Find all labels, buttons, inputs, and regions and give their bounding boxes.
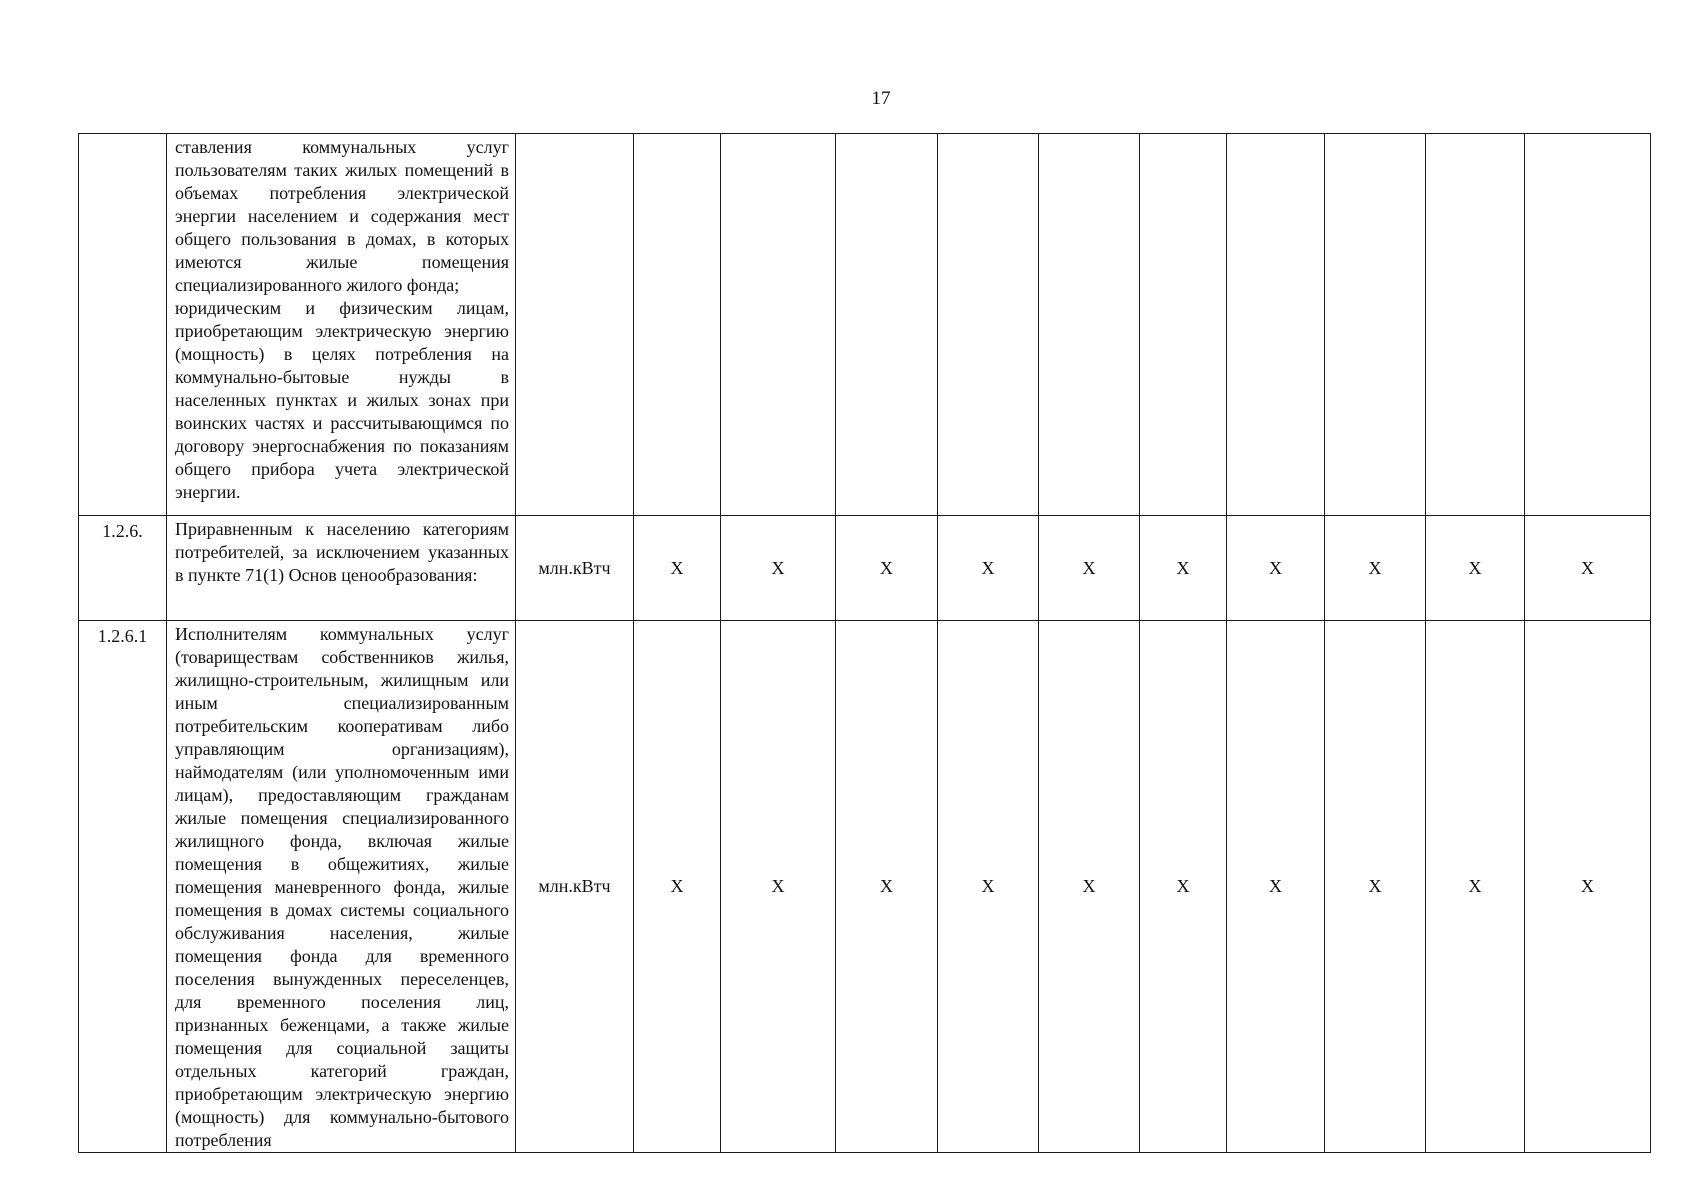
- value-cell: X: [938, 516, 1039, 621]
- value-cell: X: [836, 621, 938, 1153]
- value-cell: X: [1227, 516, 1325, 621]
- table-row: [79, 621, 1651, 1153]
- value-cell: [1325, 134, 1426, 516]
- table-row: [79, 134, 1651, 516]
- value-cell: X: [1140, 621, 1227, 1153]
- value-cell: [1525, 134, 1651, 516]
- value-cell: X: [938, 621, 1039, 1153]
- description-paragraph: Приравненным к населению категориям потребителей, за исключением указанных в пункте 71(1) Основ ценообразования:: [175, 519, 509, 585]
- value-cell: [836, 134, 938, 516]
- value-cell: [1039, 134, 1140, 516]
- table-row: [79, 516, 1651, 621]
- value-cell: [634, 134, 721, 516]
- value-cell: [1140, 134, 1227, 516]
- unit-cell: [516, 134, 634, 516]
- row-number: 1.2.6.1: [79, 621, 167, 1153]
- row-description: [167, 621, 516, 1153]
- value-cell: [1426, 134, 1525, 516]
- value-cell: X: [1525, 621, 1651, 1153]
- value-cell: X: [1325, 516, 1426, 621]
- description-paragraph: юридическим и физическим лицам, приобретающим электрическую энергию (мощность) в целях потребления на коммунально-бытовые нужды в населенных пунктах и жилых зонах при воинских частях и рассчитывающимся по договору энергоснабжения по показаниям общего прибора учета электрической энергии.: [175, 298, 509, 502]
- page-number: 17: [871, 88, 891, 109]
- value-cell: X: [1039, 621, 1140, 1153]
- value-cell: X: [634, 516, 721, 621]
- row-description: [167, 134, 516, 516]
- value-cell: X: [1426, 516, 1525, 621]
- value-cell: X: [1325, 621, 1426, 1153]
- value-cell: X: [1039, 516, 1140, 621]
- description-paragraph: Исполнителям коммунальных услуг (товариществам собственников жилья, жилищно-строительным, жилищным или иным специализированным потребительским кооперативам либо управляющим организациям), наймодателям (или уполномоченным ими лицам), предоставляющим гражданам жилые помещения специализированного жилищного фонда, включая жилые помещения в общежитиях, жилые помещения маневренного фонда, жилые помещения в домах системы социального обслуживания населения, жилые помещения фонда для временного поселения вынужденных переселенцев, для временного поселения лиц, признанных беженцами, а также жилые помещения для социальной защиты отдельных категорий граждан, приобретающим электрическую энергию (мощность) для коммунально-бытового потребления: [175, 624, 509, 1150]
- row-description: [167, 516, 516, 621]
- row-number: [79, 134, 167, 516]
- unit-cell: млн.кВтч: [516, 516, 634, 621]
- value-cell: X: [1227, 621, 1325, 1153]
- description-paragraph: ставления коммунальных услуг пользователям таких жилых помещений в объемах потребления электрической энергии населением и содержания мест общего пользования в домах, в которых имеются жилые помещения специализированного жилого фонда;: [175, 137, 509, 295]
- value-cell: X: [836, 516, 938, 621]
- value-cell: X: [721, 621, 836, 1153]
- value-cell: X: [1426, 621, 1525, 1153]
- value-cell: X: [721, 516, 836, 621]
- value-cell: [1227, 134, 1325, 516]
- value-cell: [938, 134, 1039, 516]
- value-cell: X: [1140, 516, 1227, 621]
- row-number: 1.2.6.: [79, 516, 167, 621]
- value-cell: X: [634, 621, 721, 1153]
- value-cell: [721, 134, 836, 516]
- value-cell: X: [1525, 516, 1651, 621]
- data-table: [78, 133, 1651, 1153]
- unit-cell: млн.кВтч: [516, 621, 634, 1153]
